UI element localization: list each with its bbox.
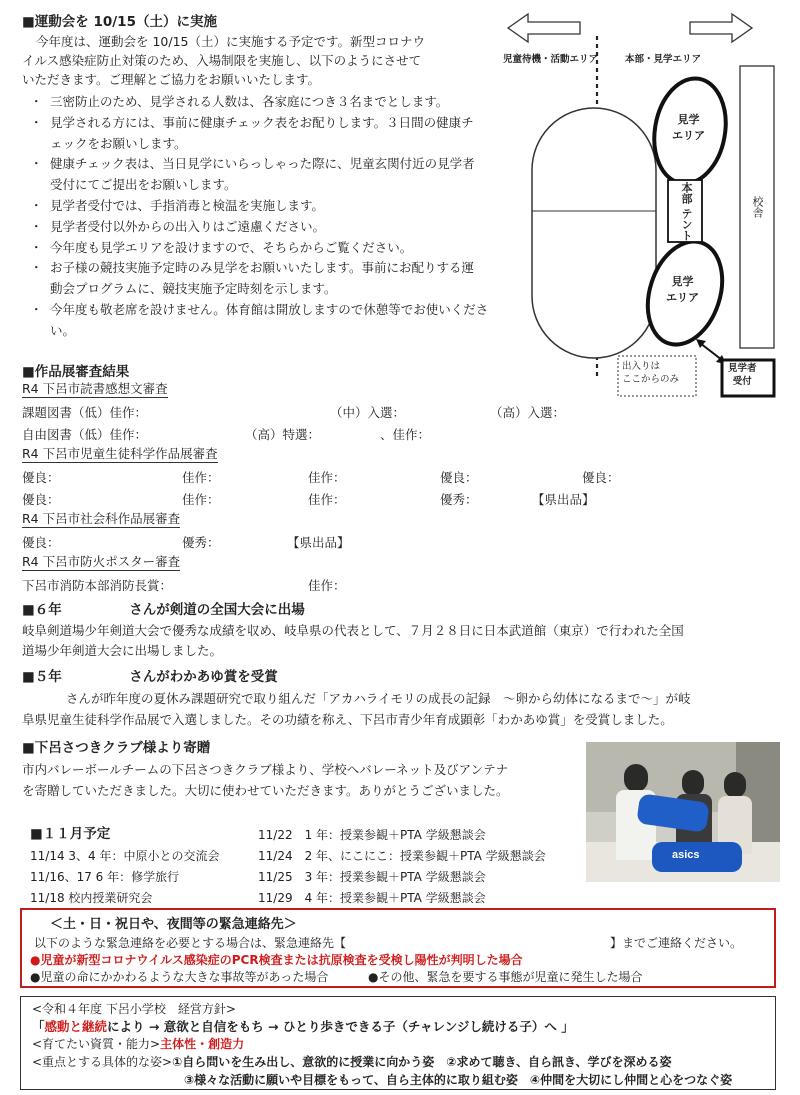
emergency-line: 】までご連絡ください。 (610, 936, 743, 950)
works-category: R4 下呂市児童生徒科学作品展審査 (22, 446, 218, 461)
body-line: 阜県児童生徒科学作品展で入選しました。その功績を称え、下呂市青少年育成顕彰「わかあゆ賞」を受賞しました。 (22, 712, 673, 727)
policy-points: <重点とする具体的な姿>①自ら問いを生み出し、意欲的に授業に向かう姿 ②求めて聴き、自ら訊き、学びを深める姿 (32, 1055, 672, 1069)
intro-line: いただきます。ご理解とご協力をお願いいたします。 (22, 72, 321, 87)
emergency-covid: ●児童が新型コロナウイルス感染症のPCR検査または抗原検査を受検し陽性が判明した場合 (30, 953, 523, 967)
body-line: を寄贈していただきました。大切に使わせていただきます。ありがとうございました。 (22, 783, 509, 798)
list-item: お子様の競技実施予定時のみ見学をお願いいたします。事前にお配りする運 (50, 260, 475, 276)
award-body (22, 688, 691, 730)
donation-title: ■下呂さつきクラブ様より寄贈 (22, 740, 211, 756)
sports-intro (22, 32, 425, 89)
emergency-line: ●その他、緊急を要する事態が児童に発生した場合 (368, 970, 643, 984)
works-row: 下呂市消防本部消防長賞： (22, 578, 173, 593)
reception-label: 見学者 受付 (728, 363, 757, 387)
venue-map (500, 8, 790, 403)
works-row: 、佳作： (380, 427, 431, 442)
emergency-line: 以下のような緊急連絡を必要とする場合は、緊急連絡先【 (34, 936, 347, 950)
schedule-item: 11/24 2 年、にこにこ：授業参観＋PTA 学級懇談会 (258, 849, 546, 863)
works-row: 【県出品】 (287, 535, 350, 550)
viewing-area-label: 見学 エリア (672, 113, 705, 142)
works-category: R4 下呂市社会科作品展審査 (22, 511, 181, 526)
november-title: ■１１月予定 (30, 826, 111, 842)
works-row: 優秀： (440, 492, 478, 507)
works-row: 優良： (440, 470, 478, 485)
list-item: 見学される方には、事前に健康チェック表をお配りします。３日間の健康チ (50, 114, 474, 130)
works-row: 優良： (22, 492, 60, 507)
list-item: 見学者受付では、手指消毒と検温を実施します。 (50, 197, 325, 213)
works-row: 佳作： (308, 578, 346, 593)
bullet: ・ (30, 94, 43, 109)
track-icon (532, 108, 656, 358)
works-row: 【県出品】 (532, 492, 595, 507)
policy-ability: <育てたい資質・能力>主体性・創造力 (32, 1037, 245, 1051)
left-area-label: 児童待機・活動エリア (503, 54, 599, 65)
works-row: 優良： (22, 470, 60, 485)
works-row: （高）特選： (245, 427, 321, 442)
bullet: ・ (30, 197, 43, 213)
left-arrow-icon (508, 14, 580, 42)
list-item: 健康チェック表は、当日見学にいらっしゃった際に、児童玄関付近の見学者 (50, 156, 475, 172)
works-title: ■作品展審査結果 (22, 364, 130, 380)
sports-title: ■運動会を 10/15（土）に実施 (22, 14, 217, 30)
list-item: 三密防止のため、見学される人数は、各家庭につき３名までとします。 (50, 94, 449, 109)
list-item: い。 (50, 322, 76, 338)
november-left (30, 846, 219, 909)
bullet: ・ (30, 301, 43, 317)
right-arrow-icon (690, 14, 752, 42)
bullet: ・ (30, 114, 43, 130)
emergency-line: ●児童の命にかかわるような大きな事故等があった場合 (30, 970, 329, 984)
schedule-item: 11/16、17 6 年：修学旅行 (30, 870, 180, 884)
bullet: ・ (30, 260, 43, 276)
intro-line: 今年度は、運動会を 10/15（土）に実施する予定です。新型コロナウ (36, 34, 425, 49)
sports-list (22, 92, 492, 342)
list-item: 受付にてご提出をお願いします。 (50, 177, 237, 193)
schedule-item: 11/25 3 年：授業参観＋PTA 学級懇談会 (258, 870, 486, 884)
kendo-title: ■６年 さんが剣道の全国大会に出場 (22, 602, 305, 618)
list-item: 見学者受付以外からの出入りはご遠慮ください。 (50, 218, 326, 234)
works-row: 自由図書（低）佳作： (22, 427, 148, 442)
right-area-label: 本部・見学エリア (625, 54, 702, 65)
policy-head: <令和４年度 下呂小学校 経営方針> (32, 1002, 236, 1016)
works-row: 優良： (22, 535, 60, 550)
bullet: ・ (30, 239, 43, 255)
schedule-item: 11/29 4 年：授業参観＋PTA 学級懇談会 (258, 891, 486, 905)
works-row: 優秀： (182, 535, 220, 550)
policy-points: ③様々な活動に願いや目標をもって、自ら主体的に取り組む姿 ④仲間を大切にし仲間と心をつなぐ姿 (184, 1073, 733, 1087)
bullet: ・ (30, 156, 43, 172)
works-row: （高）入選： (490, 405, 566, 420)
works-row: 佳作： (182, 492, 220, 507)
works-row: 佳作： (308, 470, 346, 485)
schedule-item: 11/18 校内授業研究会 (30, 891, 153, 905)
schedule-item: 11/14 3、4 年：中原小との交流会 (30, 849, 220, 863)
viewing-area-label: 見学 エリア (666, 275, 699, 304)
school-label: 校舎 (751, 196, 764, 218)
brand-label: asics (672, 849, 700, 861)
body-line: 岐阜剣道場少年剣道大会で優秀な成績を収め、岐阜県の代表として、７月２８日に日本武道館（東京）で行われた全国 (22, 623, 684, 638)
works-row: （中）入選： (330, 405, 406, 420)
list-item: 今年度も見学エリアを設けますので、そちらからご覧ください。 (50, 239, 413, 255)
list-item: 動会プログラムに、競技実施予定時刻を示します。 (50, 281, 337, 297)
entrance-arrow-icon (700, 343, 722, 360)
works-row: 優良： (582, 470, 620, 485)
works-row: 課題図書（低）佳作： (22, 405, 148, 420)
entrance-note: 出入りは ここからのみ (622, 361, 680, 385)
tent-label: 本部 テント (680, 182, 693, 241)
intro-line: イルス感染症防止対策のため、入場制限を実施し、以下のようにさせて (22, 53, 422, 68)
donation-body (22, 759, 509, 801)
body-line: さんが昨年度の夏休み課題研究で取り組んだ「アカハライモリの成長の記録 ～卵から幼体になるまで～」が岐 (66, 691, 691, 706)
works-row: 佳作： (182, 470, 220, 485)
list-item: ェックをお願いします。 (50, 135, 187, 151)
policy-theme: 「感動と継続により → 意欲と自信をもち → ひとり歩きできる子（チャレンジし続ける子）へ 」 (32, 1019, 574, 1034)
body-line: 市内バレーボールチームの下呂さつきクラブ様より、学校へバレーネット及びアンテナ (22, 762, 509, 777)
award-title: ■５年 さんがわかあゆ賞を受賞 (22, 669, 278, 685)
kendo-body (22, 621, 684, 661)
november-right (258, 825, 546, 909)
body-line: 道場少年剣道大会に出場しました。 (22, 643, 223, 658)
bullet: ・ (30, 218, 43, 234)
works-category: R4 下呂市読書感想文審査 (22, 381, 168, 396)
emergency-title: ＜土・日・祝日や、夜間等の緊急連絡先＞ (50, 917, 297, 932)
list-item: 今年度も敬老席を設けません。体育館は開放しますので休憩等でお使いくださ (50, 301, 489, 317)
works-row: 佳作： (308, 492, 346, 507)
schedule-item: 11/22 1 年：授業参観＋PTA 学級懇談会 (258, 828, 486, 842)
donation-photo (586, 742, 780, 882)
works-category: R4 下呂市防火ポスター審査 (22, 554, 181, 569)
